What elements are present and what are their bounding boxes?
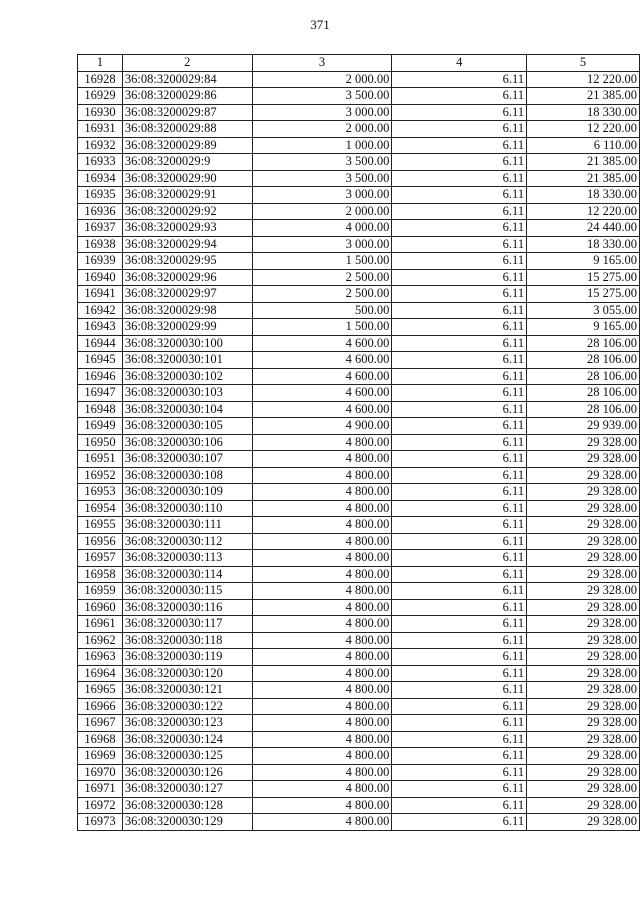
table-cell: 16949 <box>78 418 123 435</box>
table-cell: 6.11 <box>392 517 527 534</box>
table-row <box>78 71 640 88</box>
table-cell: 36:08:3200029:95 <box>122 253 252 270</box>
table-row <box>78 500 640 517</box>
table-cell: 24 440.00 <box>527 220 640 237</box>
table-cell: 16950 <box>78 434 123 451</box>
table-cell: 29 939.00 <box>527 418 640 435</box>
table-cell: 6.11 <box>392 764 527 781</box>
table-cell: 16955 <box>78 517 123 534</box>
table-cell: 36:08:3200030:113 <box>122 550 252 567</box>
table-cell: 6.11 <box>392 269 527 286</box>
table-cell: 36:08:3200029:90 <box>122 170 252 187</box>
table-cell: 18 330.00 <box>527 187 640 204</box>
table-row <box>78 748 640 765</box>
table-cell: 12 220.00 <box>527 121 640 138</box>
table-cell: 6.11 <box>392 418 527 435</box>
table-cell: 16944 <box>78 335 123 352</box>
table-cell: 29 328.00 <box>527 698 640 715</box>
table-cell: 4 800.00 <box>252 599 392 616</box>
table-cell: 16968 <box>78 731 123 748</box>
table-cell: 36:08:3200029:97 <box>122 286 252 303</box>
table-cell: 36:08:3200030:118 <box>122 632 252 649</box>
table-cell: 2 500.00 <box>252 269 392 286</box>
table-cell: 36:08:3200030:117 <box>122 616 252 633</box>
table-cell: 3 000.00 <box>252 104 392 121</box>
column-header-1: 1 <box>78 55 123 72</box>
table-cell: 36:08:3200029:91 <box>122 187 252 204</box>
table-cell: 6.11 <box>392 814 527 831</box>
table-cell: 4 800.00 <box>252 533 392 550</box>
table-cell: 36:08:3200030:105 <box>122 418 252 435</box>
table-cell: 28 106.00 <box>527 385 640 402</box>
table-cell: 6.11 <box>392 401 527 418</box>
table-cell: 6.11 <box>392 253 527 270</box>
table-cell: 6.11 <box>392 352 527 369</box>
table-cell: 36:08:3200029:93 <box>122 220 252 237</box>
table-row <box>78 352 640 369</box>
table-cell: 6.11 <box>392 797 527 814</box>
column-header-4: 4 <box>392 55 527 72</box>
table-row <box>78 418 640 435</box>
table-cell: 29 328.00 <box>527 434 640 451</box>
table-cell: 2 000.00 <box>252 71 392 88</box>
table-cell: 4 800.00 <box>252 797 392 814</box>
table-cell: 4 800.00 <box>252 550 392 567</box>
table-cell: 36:08:3200029:88 <box>122 121 252 138</box>
table-cell: 4 800.00 <box>252 731 392 748</box>
table-cell: 6.11 <box>392 599 527 616</box>
table-cell: 4 800.00 <box>252 682 392 699</box>
table-cell: 6.11 <box>392 434 527 451</box>
table-cell: 16940 <box>78 269 123 286</box>
table-cell: 6.11 <box>392 616 527 633</box>
table-row <box>78 121 640 138</box>
table-cell: 16936 <box>78 203 123 220</box>
table-cell: 36:08:3200030:128 <box>122 797 252 814</box>
table-cell: 21 385.00 <box>527 154 640 171</box>
table-cell: 6.11 <box>392 649 527 666</box>
table-cell: 29 328.00 <box>527 616 640 633</box>
table-cell: 3 500.00 <box>252 154 392 171</box>
table-cell: 29 328.00 <box>527 467 640 484</box>
table-cell: 6.11 <box>392 203 527 220</box>
table-cell: 15 275.00 <box>527 286 640 303</box>
table-cell: 16932 <box>78 137 123 154</box>
table-cell: 16938 <box>78 236 123 253</box>
table-cell: 16935 <box>78 187 123 204</box>
table-cell: 36:08:3200029:92 <box>122 203 252 220</box>
table-cell: 16947 <box>78 385 123 402</box>
table-row <box>78 187 640 204</box>
table-cell: 21 385.00 <box>527 88 640 105</box>
table-cell: 29 328.00 <box>527 632 640 649</box>
table-cell: 1 500.00 <box>252 253 392 270</box>
table-cell: 6.11 <box>392 104 527 121</box>
table-cell: 6.11 <box>392 154 527 171</box>
table-cell: 4 800.00 <box>252 484 392 501</box>
table-cell: 29 328.00 <box>527 665 640 682</box>
column-header-5: 5 <box>527 55 640 72</box>
table-cell: 36:08:3200029:98 <box>122 302 252 319</box>
table-cell: 28 106.00 <box>527 401 640 418</box>
table-cell: 36:08:3200030:101 <box>122 352 252 369</box>
table-row <box>78 682 640 699</box>
table-cell: 29 328.00 <box>527 484 640 501</box>
table-cell: 36:08:3200030:122 <box>122 698 252 715</box>
table-cell: 500.00 <box>252 302 392 319</box>
table-cell: 36:08:3200030:125 <box>122 748 252 765</box>
table-cell: 36:08:3200029:86 <box>122 88 252 105</box>
table-cell: 6.11 <box>392 319 527 336</box>
table-cell: 36:08:3200030:100 <box>122 335 252 352</box>
table-cell: 36:08:3200029:84 <box>122 71 252 88</box>
table-cell: 29 328.00 <box>527 748 640 765</box>
table-cell: 36:08:3200029:9 <box>122 154 252 171</box>
table-row <box>78 517 640 534</box>
table-cell: 6.11 <box>392 550 527 567</box>
table-cell: 36:08:3200030:110 <box>122 500 252 517</box>
table-row <box>78 797 640 814</box>
table-cell: 36:08:3200030:120 <box>122 665 252 682</box>
page-number: 371 <box>310 17 330 32</box>
table-cell: 6.11 <box>392 665 527 682</box>
table-cell: 36:08:3200030:107 <box>122 451 252 468</box>
table-row <box>78 335 640 352</box>
table-cell: 28 106.00 <box>527 352 640 369</box>
table-cell: 29 328.00 <box>527 599 640 616</box>
table-cell: 4 800.00 <box>252 517 392 534</box>
table-row <box>78 368 640 385</box>
table-cell: 16957 <box>78 550 123 567</box>
table-cell: 36:08:3200029:89 <box>122 137 252 154</box>
table-cell: 6.11 <box>392 335 527 352</box>
table-cell: 36:08:3200030:116 <box>122 599 252 616</box>
table-cell: 16961 <box>78 616 123 633</box>
table-row <box>78 170 640 187</box>
table-row <box>78 764 640 781</box>
table-cell: 16942 <box>78 302 123 319</box>
table-cell: 12 220.00 <box>527 71 640 88</box>
table-cell: 16945 <box>78 352 123 369</box>
table-cell: 4 800.00 <box>252 748 392 765</box>
table-cell: 36:08:3200030:109 <box>122 484 252 501</box>
table-cell: 4 800.00 <box>252 665 392 682</box>
table-row <box>78 220 640 237</box>
table-cell: 36:08:3200030:114 <box>122 566 252 583</box>
table-cell: 6.11 <box>392 451 527 468</box>
table-cell: 16930 <box>78 104 123 121</box>
table-row <box>78 731 640 748</box>
table-row <box>78 715 640 732</box>
table-cell: 29 328.00 <box>527 451 640 468</box>
table-cell: 29 328.00 <box>527 764 640 781</box>
table-row <box>78 137 640 154</box>
table-cell: 6.11 <box>392 220 527 237</box>
table-row <box>78 88 640 105</box>
table-row <box>78 550 640 567</box>
table-cell: 6.11 <box>392 187 527 204</box>
table-cell: 9 165.00 <box>527 253 640 270</box>
table-cell: 4 600.00 <box>252 385 392 402</box>
table-cell: 29 328.00 <box>527 550 640 567</box>
table-cell: 36:08:3200030:127 <box>122 781 252 798</box>
table-row <box>78 533 640 550</box>
table-row <box>78 467 640 484</box>
table-row <box>78 814 640 831</box>
table-cell: 2 500.00 <box>252 286 392 303</box>
table-cell: 29 328.00 <box>527 500 640 517</box>
table-cell: 36:08:3200030:108 <box>122 467 252 484</box>
table-cell: 16939 <box>78 253 123 270</box>
table-cell: 29 328.00 <box>527 814 640 831</box>
table-cell: 4 800.00 <box>252 500 392 517</box>
table-cell: 36:08:3200030:103 <box>122 385 252 402</box>
table-cell: 36:08:3200030:111 <box>122 517 252 534</box>
table-cell: 36:08:3200030:112 <box>122 533 252 550</box>
table-cell: 16937 <box>78 220 123 237</box>
table-cell: 4 600.00 <box>252 401 392 418</box>
table-cell: 4 800.00 <box>252 434 392 451</box>
table-cell: 16966 <box>78 698 123 715</box>
table-cell: 4 000.00 <box>252 220 392 237</box>
table-cell: 6 110.00 <box>527 137 640 154</box>
table-cell: 9 165.00 <box>527 319 640 336</box>
table-row <box>78 632 640 649</box>
table-cell: 16948 <box>78 401 123 418</box>
table-row <box>78 286 640 303</box>
table-cell: 3 500.00 <box>252 170 392 187</box>
table-cell: 36:08:3200029:99 <box>122 319 252 336</box>
table-cell: 21 385.00 <box>527 170 640 187</box>
table-cell: 16929 <box>78 88 123 105</box>
table-cell: 36:08:3200030:104 <box>122 401 252 418</box>
table-cell: 16934 <box>78 170 123 187</box>
table-cell: 36:08:3200029:87 <box>122 104 252 121</box>
table-cell: 29 328.00 <box>527 649 640 666</box>
table-cell: 4 600.00 <box>252 368 392 385</box>
table-cell: 16928 <box>78 71 123 88</box>
table-row <box>78 203 640 220</box>
table-cell: 18 330.00 <box>527 236 640 253</box>
table-cell: 3 500.00 <box>252 88 392 105</box>
table-row <box>78 253 640 270</box>
table-body <box>78 71 640 830</box>
table-cell: 2 000.00 <box>252 121 392 138</box>
table-cell: 6.11 <box>392 368 527 385</box>
table-cell: 36:08:3200030:102 <box>122 368 252 385</box>
table-cell: 1 000.00 <box>252 137 392 154</box>
header-row <box>78 55 640 72</box>
table-cell: 28 106.00 <box>527 335 640 352</box>
table-row <box>78 385 640 402</box>
table-cell: 16962 <box>78 632 123 649</box>
table-cell: 16946 <box>78 368 123 385</box>
table-row <box>78 616 640 633</box>
table-cell: 3 000.00 <box>252 187 392 204</box>
table-cell: 4 900.00 <box>252 418 392 435</box>
table-cell: 6.11 <box>392 682 527 699</box>
table-cell: 6.11 <box>392 731 527 748</box>
table-cell: 36:08:3200030:123 <box>122 715 252 732</box>
table-cell: 29 328.00 <box>527 682 640 699</box>
table-cell: 6.11 <box>392 698 527 715</box>
table-cell: 16951 <box>78 451 123 468</box>
table-cell: 36:08:3200030:124 <box>122 731 252 748</box>
table-cell: 6.11 <box>392 286 527 303</box>
table-row <box>78 269 640 286</box>
table-cell: 16960 <box>78 599 123 616</box>
table-cell: 4 800.00 <box>252 764 392 781</box>
table-cell: 6.11 <box>392 467 527 484</box>
column-header-3: 3 <box>252 55 392 72</box>
table-cell: 29 328.00 <box>527 715 640 732</box>
table-cell: 16965 <box>78 682 123 699</box>
table-cell: 4 800.00 <box>252 467 392 484</box>
table-cell: 4 800.00 <box>252 566 392 583</box>
table-cell: 36:08:3200030:126 <box>122 764 252 781</box>
table-cell: 16952 <box>78 467 123 484</box>
table-cell: 4 800.00 <box>252 814 392 831</box>
table-cell: 4 800.00 <box>252 715 392 732</box>
table-cell: 6.11 <box>392 500 527 517</box>
table-cell: 6.11 <box>392 781 527 798</box>
table-cell: 16970 <box>78 764 123 781</box>
table-cell: 6.11 <box>392 121 527 138</box>
table-cell: 16967 <box>78 715 123 732</box>
table-cell: 16972 <box>78 797 123 814</box>
column-header-2: 2 <box>122 55 252 72</box>
table-cell: 16954 <box>78 500 123 517</box>
table-cell: 36:08:3200029:96 <box>122 269 252 286</box>
table-cell: 6.11 <box>392 715 527 732</box>
table-row <box>78 154 640 171</box>
table-row <box>78 484 640 501</box>
table-cell: 4 800.00 <box>252 632 392 649</box>
table-row <box>78 583 640 600</box>
table-cell: 4 800.00 <box>252 781 392 798</box>
table-cell: 29 328.00 <box>527 781 640 798</box>
table-row <box>78 401 640 418</box>
table-cell: 16963 <box>78 649 123 666</box>
table-cell: 16971 <box>78 781 123 798</box>
table-cell: 4 600.00 <box>252 352 392 369</box>
table-cell: 29 328.00 <box>527 797 640 814</box>
table-row <box>78 319 640 336</box>
table-cell: 3 000.00 <box>252 236 392 253</box>
table-cell: 4 800.00 <box>252 698 392 715</box>
table-cell: 36:08:3200030:119 <box>122 649 252 666</box>
table-cell: 16964 <box>78 665 123 682</box>
table-cell: 6.11 <box>392 71 527 88</box>
table-cell: 16953 <box>78 484 123 501</box>
table-cell: 3 055.00 <box>527 302 640 319</box>
table-cell: 12 220.00 <box>527 203 640 220</box>
table-cell: 6.11 <box>392 632 527 649</box>
table-cell: 6.11 <box>392 137 527 154</box>
table-cell: 4 800.00 <box>252 649 392 666</box>
table-cell: 16973 <box>78 814 123 831</box>
table-cell: 36:08:3200030:115 <box>122 583 252 600</box>
table-cell: 16958 <box>78 566 123 583</box>
table-cell: 4 800.00 <box>252 583 392 600</box>
table-cell: 6.11 <box>392 385 527 402</box>
table-cell: 36:08:3200030:106 <box>122 434 252 451</box>
table-row <box>78 434 640 451</box>
data-table <box>77 54 640 831</box>
table-cell: 16959 <box>78 583 123 600</box>
table-cell: 29 328.00 <box>527 517 640 534</box>
table-row <box>78 302 640 319</box>
table-cell: 18 330.00 <box>527 104 640 121</box>
table-cell: 6.11 <box>392 484 527 501</box>
table-cell: 6.11 <box>392 236 527 253</box>
table-cell: 1 500.00 <box>252 319 392 336</box>
table-cell: 6.11 <box>392 748 527 765</box>
table-cell: 4 800.00 <box>252 616 392 633</box>
table-cell: 16931 <box>78 121 123 138</box>
table-cell: 6.11 <box>392 566 527 583</box>
table-row <box>78 781 640 798</box>
table-cell: 16943 <box>78 319 123 336</box>
table-cell: 15 275.00 <box>527 269 640 286</box>
table-cell: 6.11 <box>392 533 527 550</box>
table-cell: 36:08:3200030:129 <box>122 814 252 831</box>
table-cell: 6.11 <box>392 170 527 187</box>
table-cell: 2 000.00 <box>252 203 392 220</box>
table-cell: 29 328.00 <box>527 566 640 583</box>
table-cell: 36:08:3200030:121 <box>122 682 252 699</box>
table-row <box>78 649 640 666</box>
table-row <box>78 599 640 616</box>
table-row <box>78 451 640 468</box>
table-cell: 28 106.00 <box>527 368 640 385</box>
table-cell: 29 328.00 <box>527 731 640 748</box>
table-row <box>78 236 640 253</box>
table-cell: 16941 <box>78 286 123 303</box>
table-row <box>78 566 640 583</box>
table-cell: 16969 <box>78 748 123 765</box>
table-cell: 16933 <box>78 154 123 171</box>
table-cell: 36:08:3200029:94 <box>122 236 252 253</box>
table-cell: 6.11 <box>392 302 527 319</box>
table-cell: 4 600.00 <box>252 335 392 352</box>
table-cell: 29 328.00 <box>527 533 640 550</box>
table-cell: 6.11 <box>392 88 527 105</box>
table-cell: 4 800.00 <box>252 451 392 468</box>
table-cell: 6.11 <box>392 583 527 600</box>
table-cell: 29 328.00 <box>527 583 640 600</box>
table-cell: 16956 <box>78 533 123 550</box>
table-row <box>78 665 640 682</box>
table-row <box>78 698 640 715</box>
table-row <box>78 104 640 121</box>
